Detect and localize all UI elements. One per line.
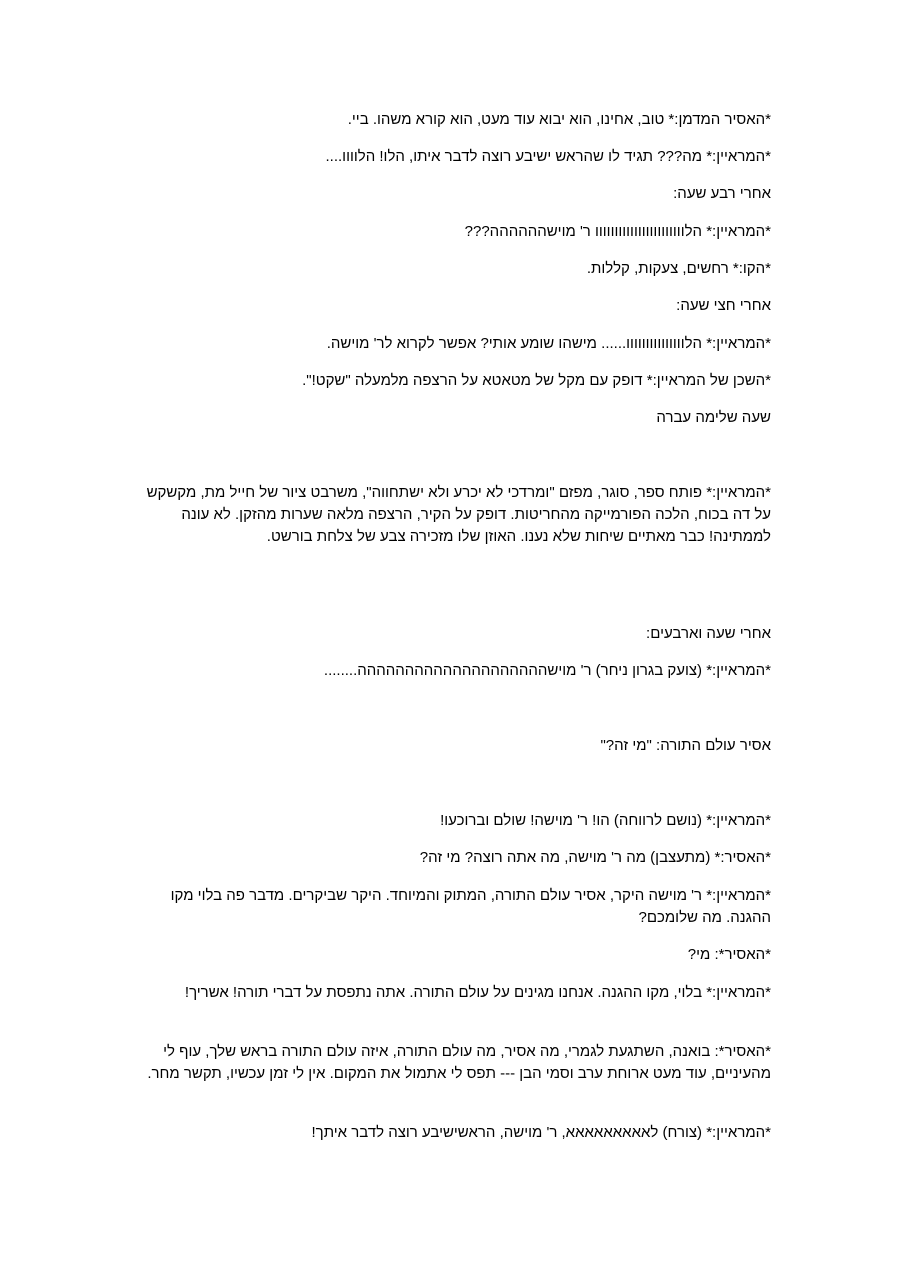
paragraph-prisoner-annoyed: *האסיר:* (מתעצבן) מה ר' מוישה, מה אתה רוצה? מי זה? (419, 849, 771, 866)
paragraph-interviewer-anyone: *המראיין:* הלווווווווווווווו...... מישהו שומע אותי? אפשר לקרוא לר' מוישה. (326, 335, 771, 352)
paragraph-prisoner-who-short: *האסיר*: מי? (687, 946, 771, 963)
paragraph-interviewer-screams: *המראיין:* (צורח) לאאאאאאאאא, ר' מוישה, הראשישיבע רוצה לדבר איתך! (311, 1124, 771, 1141)
paragraph-prisoner-rant: *האסיר*: בואנה, השתגעת לגמרי, מה אסיר, מה עולם התורה, איזה עולם התורה בראש שלך, עוף לי מהעיניים, עוד מעט ארוחת ערב וסמי הבן --- תפס לי אתמול את המקום. אין לי זמן עכשיו, תקשר מחר. (147, 1043, 771, 1082)
paragraph-neighbor-knock: *השכן של המראיין:* דופק עם מקל של מטאטא על הרצפה מלמעלה "שקט!". (302, 372, 771, 389)
paragraph-prisoner-goodbye: *האסיר המדמן:* טוב, אחינו, הוא יבוא עוד מעט, הוא קורא משהו. ביי. (347, 111, 771, 128)
paragraph-half-hour: אחרי חצי שעה: (676, 297, 771, 314)
paragraph-full-hour: שעה שלימה עברה (656, 409, 771, 426)
paragraph-interviewer-relief: *המראיין:* (נושם לרווחה) הו! ר' מוישה! שולם וברוכעו! (440, 812, 771, 829)
paragraph-interviewer-waiting: *המראיין:* פותח ספר, סוגר, מפזם "ומרדכי לא יכרע ולא ישתחווה", משרבט ציור של חייל מת, מקשקש על דה בכוח, הלכה הפורמייקה מהחריטות. דופק על הקיר, הרצפה מלאה שערות מהזקן. לא עונה לממתינה! כבר מאתיים שיחות שלא נענו. האוזן שלו מזכירה צבע של צלחת בורשט. (146, 484, 771, 545)
paragraph-quarter-hour: אחרי רבע שעה: (673, 185, 771, 202)
paragraph-interviewer-shouts: *המראיין:* (צועק בגרון ניחר) ר' מוישהההההההההההההההההההה........ (323, 662, 771, 679)
paragraph-interviewer-hello: *המראיין:* הלווווווווווווווווווווווו ר' מוישהההההה??? (464, 223, 771, 240)
paragraph-interviewer-defense: *המראיין:* בלוי, מקו ההגנה. אנחנו מגינים על עולם התורה. אתה נתפסת על דברי תורה! אשריך! (184, 984, 771, 1001)
paragraph-prisoner-who: אסיר עולם התורה: "מי זה?" (600, 737, 771, 754)
paragraph-hour-forty: אחרי שעה וארבעים: (646, 625, 771, 642)
paragraph-line-noise: *הקו:* רחשים, צעקות, קללות. (586, 260, 771, 277)
paragraph-interviewer-what: *המראיין:* מה??? תגיד לו שהראש ישיבע רוצה לדבר איתו, הלו! הלוווו.... (325, 148, 771, 165)
paragraph-interviewer-intro: *המראיין:* ר' מוישה היקר, אסיר עולם התורה, המתוק והמיוחד. היקר שביקרים. מדבר פה בלוי מקו ההגנה. מה שלומכם? (170, 887, 771, 926)
